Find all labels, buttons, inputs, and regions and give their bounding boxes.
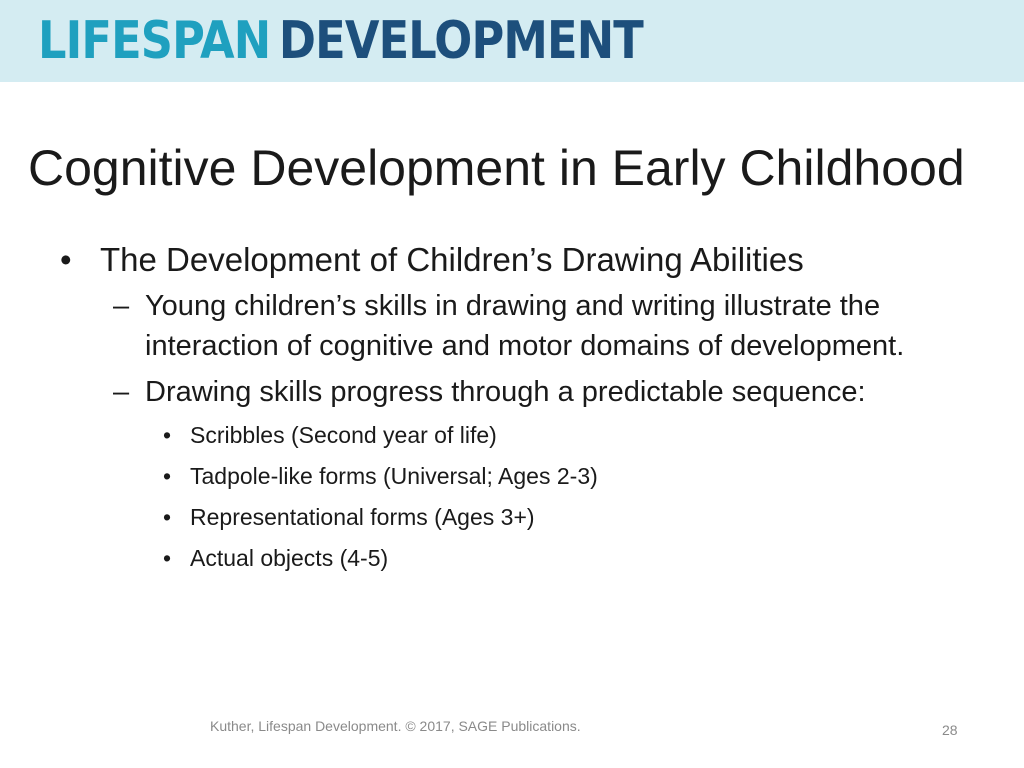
dash-icon: – — [113, 290, 130, 322]
sequence-item-text: Representational forms (Ages 3+) — [190, 504, 535, 530]
sequence-item — [163, 500, 980, 535]
bullet-icon: • — [60, 241, 72, 278]
footer-citation: Kuther, Lifespan Development. © 2017, SAGE Publications. — [210, 718, 581, 734]
bullet-text: The Development of Children’s Drawing Abilities — [100, 241, 804, 278]
slide-title: Cognitive Development in Early Childhood — [28, 140, 965, 196]
bullet-text: Young children’s skills in drawing and writing illustrate the interaction of cognitive and motor domains of development. — [145, 290, 905, 362]
bullet-icon: • — [163, 463, 172, 489]
bullet-icon: • — [163, 504, 172, 530]
bullet-level2 — [113, 286, 980, 366]
sequence-item-text: Actual objects (4-5) — [190, 545, 389, 571]
bullet-icon: • — [163, 422, 172, 448]
sequence-item — [163, 459, 980, 494]
lifespan-development-logo — [38, 10, 643, 72]
logo-word-development: DEVELOPMENT — [278, 11, 643, 71]
header-banner — [0, 0, 1024, 82]
bullet-text: Drawing skills progress through a predictable sequence: — [145, 376, 866, 408]
logo-word-lifespan: LIFESPAN — [38, 11, 271, 71]
page-number: 28 — [942, 722, 958, 738]
slide-body — [60, 238, 980, 582]
bullet-icon: • — [163, 545, 172, 571]
bullet-level2 — [113, 372, 980, 412]
sequence-item — [163, 418, 980, 453]
sequence-item-text: Scribbles (Second year of life) — [190, 422, 497, 448]
bullet-level1 — [60, 238, 980, 282]
dash-icon: – — [113, 376, 130, 408]
sequence-item-text: Tadpole-like forms (Universal; Ages 2-3) — [190, 463, 598, 489]
sequence-item — [163, 541, 980, 576]
